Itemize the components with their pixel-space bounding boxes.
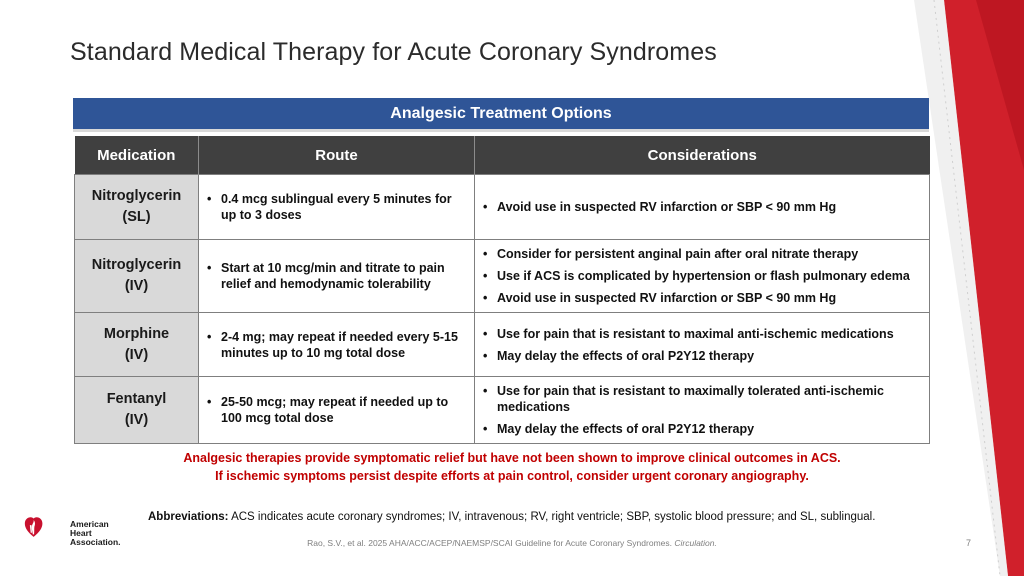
abbreviations-text: ACS indicates acute coronary syndromes; IV, intravenous; RV, right ventricle; SBP, systolic blood pressure; and SL, sublingual. [228,511,876,523]
table-row [75,240,930,313]
consideration-item: • Use for pain that is resistant to maximal anti-ischemic medications [483,326,923,342]
route-cell [199,313,475,377]
table-row [75,313,930,377]
header-considerations: Considerations [475,136,930,175]
table-header-row [75,136,930,175]
dosing-item: • 2-4 mg; may repeat if needed every 5-15 minutes up to 10 mg total dose [207,329,464,361]
abbreviations [148,511,875,523]
medication-name: Nitroglycerin [91,257,182,273]
dosing-item: • 25-50 mcg; may repeat if needed up to 100 mcg total dose [207,394,464,426]
medication-route: (IV) [124,346,149,363]
consideration-item: • May delay the effects of oral P2Y12 therapy [483,421,923,437]
logo-line-2: Heart [70,528,92,538]
medication-route: (SL) [122,209,151,225]
logo-line-3: Association. [70,537,121,547]
citation-text: Rao, S.V., et al. 2025 AHA/ACC/ACEP/NAEMSP/SCAI Guideline for Acute Coronary Syndromes. [307,538,675,548]
medication-name: Nitroglycerin [91,188,182,204]
medication-cell [75,175,199,240]
citation-journal: Circulation. [674,538,717,548]
logo-wordmark [70,520,121,547]
considerations-cell [475,313,930,377]
consideration-item: • Use for pain that is resistant to maximally tolerated anti-ischemic medications [483,383,923,415]
route-cell [199,377,475,444]
medication-cell [75,240,199,313]
route-cell [199,240,475,313]
clinical-note [0,449,1024,485]
consideration-item: • Avoid use in suspected RV infarction or SBP < 90 mm Hg [483,199,923,215]
table-banner: Analgesic Treatment Options [73,98,929,132]
medication-cell [75,313,199,377]
dosing-item: • 0.4 mcg sublingual every 5 minutes for up to 3 doses [207,191,464,223]
dosing-item: • Start at 10 mcg/min and titrate to pain relief and hemodynamic tolerability [207,260,464,292]
medication-route: (IV) [124,412,149,428]
logo-line-1: American [70,519,109,529]
medication-name: Fentanyl [106,391,167,407]
abbreviations-label: Abbreviations: [148,511,229,523]
consideration-item: • Consider for persistent anginal pain after oral nitrate therapy [483,246,923,262]
medication-cell [75,377,199,444]
route-cell [199,175,475,240]
page-number: 7 [966,538,972,548]
slide-title: Standard Medical Therapy for Acute Coronary Syndromes [70,38,717,66]
analgesic-table [74,136,930,444]
citation [0,538,1024,548]
considerations-cell [475,377,930,444]
considerations-cell [475,240,930,313]
consideration-item: • Avoid use in suspected RV infarction or SBP < 90 mm Hg [483,290,923,306]
heart-torch-logo-icon [24,498,70,554]
consideration-item: • Use if ACS is complicated by hypertension or flash pulmonary edema [483,268,923,284]
medication-route: (IV) [124,278,149,294]
clinical-note-line-1: Analgesic therapies provide symptomatic relief but have not been shown to improve clinical outcomes in ACS. [183,451,841,465]
header-route: Route [199,136,475,175]
medication-name: Morphine [103,325,170,342]
table-row [75,175,930,240]
header-medication: Medication [75,136,199,175]
clinical-note-line-2: If ischemic symptoms persist despite efforts at pain control, consider urgent coronary angiography. [215,469,809,483]
table-row [75,377,930,444]
considerations-cell [475,175,930,240]
consideration-item: • May delay the effects of oral P2Y12 therapy [483,348,923,364]
